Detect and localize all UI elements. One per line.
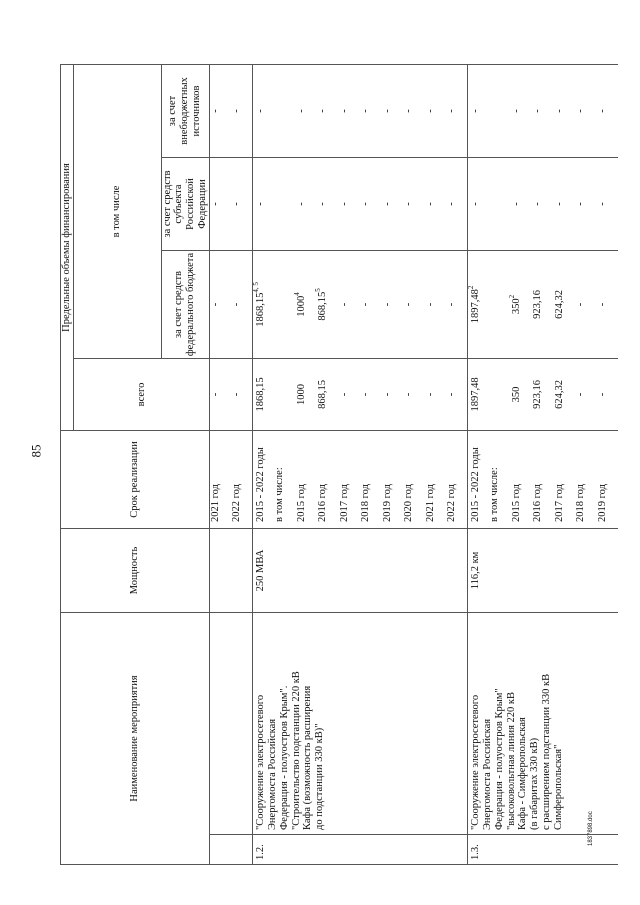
row-extra: - (382, 64, 404, 157)
row-extra: - (403, 64, 425, 157)
row-federal-text: - (575, 302, 586, 307)
row-federal-text: - (403, 302, 414, 307)
row-total: 868,15 (317, 358, 339, 430)
row-total (274, 358, 296, 430)
row-federal: - (210, 250, 232, 358)
row-total: - (425, 358, 447, 430)
row-federal (554, 250, 576, 358)
row-extra: - (446, 64, 468, 157)
financing-table (60, 64, 618, 865)
footnote-ref: 2 (507, 294, 516, 299)
row-total: 350 (511, 358, 533, 430)
row-term: 2016 год (532, 430, 554, 528)
row-federal (597, 250, 619, 358)
row-subject: - (446, 157, 468, 250)
footnote-ref: 4, 5 (252, 282, 260, 293)
row-subject: - (511, 157, 533, 250)
row-extra: - (511, 64, 533, 157)
row-total: 923,16 (532, 358, 554, 430)
item-name-line: Энергомоста Российская (266, 718, 278, 830)
item-name-line: Федерация - полуостров Крым". (278, 685, 290, 830)
row-total: 1897,48 (468, 358, 490, 430)
row-term: 2015 - 2022 годы (468, 430, 490, 528)
row-federal-text: 923,16 (532, 290, 543, 319)
row-extra: - (468, 64, 490, 157)
row-subject: - (468, 157, 490, 250)
row-term: 2020 год (403, 430, 425, 528)
row-extra: - (210, 64, 232, 157)
row-federal (425, 250, 447, 358)
item-name-line: с расширением подстанции 330 кВ (541, 673, 553, 830)
row-subject: - (403, 157, 425, 250)
row-term: 2015 - 2022 годы (253, 430, 275, 528)
row-extra: - (231, 64, 253, 157)
table-body (210, 64, 619, 864)
row-total: 624,32 (554, 358, 576, 430)
table-row (253, 64, 275, 864)
footer-filename: 1837898.doc (588, 811, 594, 846)
header-term: Срок реализации (61, 430, 210, 528)
item-name-line: "Сооружение электросетевого (470, 694, 481, 830)
row-subject: - (296, 157, 318, 250)
row-extra: - (296, 64, 318, 157)
header-including: в том числе (74, 64, 162, 358)
page-number: 85 (28, 444, 44, 458)
table-row (210, 64, 232, 864)
row-subject: - (425, 157, 447, 250)
row-extra: - (317, 64, 339, 157)
row-federal-text: - (596, 302, 608, 307)
item-name-line: "Сооружение электросетевого (255, 694, 266, 830)
item-name-line: "высоковольтная линия 220 кВ (505, 691, 517, 830)
table-row (468, 64, 490, 864)
row-term: 2018 год (575, 430, 597, 528)
item-power: 116,2 км (468, 528, 619, 612)
row-total: 1000 (296, 358, 318, 430)
row-federal (339, 250, 361, 358)
row-subject: - (554, 157, 576, 250)
row-federal (274, 250, 296, 358)
table-header (61, 64, 210, 864)
item-power (231, 528, 253, 612)
row-extra: - (339, 64, 361, 157)
row-total: - (575, 358, 597, 430)
item-name-line: Кафа - Симферопольская (517, 717, 529, 830)
row-federal (575, 250, 597, 358)
row-federal (532, 250, 554, 358)
row-federal-text: 1897,48 (470, 289, 481, 324)
row-total: - (403, 358, 425, 430)
row-term: 2017 год (554, 430, 576, 528)
header-subject: за счет средств субъекта Российской Федерации (161, 157, 209, 250)
row-subject: - (339, 157, 361, 250)
table-row (231, 64, 253, 864)
item-number (210, 835, 232, 865)
row-extra: - (360, 64, 382, 157)
row-federal-text: - (446, 302, 457, 307)
row-federal (360, 250, 382, 358)
row-extra (489, 64, 511, 157)
item-name-line: Федерация - полуостров Крым" (493, 688, 505, 830)
row-subject: - (382, 157, 404, 250)
row-federal (292, 250, 318, 358)
header-extra: за счет внебюджетных источников (161, 64, 209, 157)
row-federal-text: 1000 (295, 295, 307, 317)
row-federal (446, 250, 468, 358)
row-extra: - (554, 64, 576, 157)
row-extra: - (532, 64, 554, 157)
header-total-limits: Предельные объемы финансирования (61, 64, 74, 430)
row-federal-text: - (381, 302, 393, 307)
row-extra: - (597, 64, 619, 157)
item-name-line: "Строительство подстанции 220 кВ (290, 671, 302, 830)
row-federal: - (231, 250, 253, 358)
row-federal-text: 350 (510, 298, 522, 315)
row-subject: - (532, 157, 554, 250)
row-extra: - (425, 64, 447, 157)
item-name (468, 612, 619, 834)
row-federal (253, 250, 275, 358)
row-federal-text: 868,15 (317, 291, 328, 321)
item-name (253, 612, 468, 834)
row-term: в том числе: (489, 430, 511, 528)
item-name-line: Симферопольская" (553, 744, 565, 830)
item-name-line: (в габаритах 330 кВ) (529, 737, 541, 830)
header-federal: за счет средств федерального бюджета (161, 250, 209, 358)
rotated-page (60, 65, 620, 865)
item-name-line: Кафа (возможность расширения (302, 685, 314, 830)
row-total: 1868,15 (253, 358, 275, 430)
row-federal-text: - (338, 302, 350, 307)
row-term: 2015 год (511, 430, 533, 528)
row-federal (489, 250, 511, 358)
row-subject: - (231, 157, 253, 250)
row-total: - (446, 358, 468, 430)
item-power: 250 МВА (253, 528, 468, 612)
header-name: Наименование мероприятия (61, 612, 210, 864)
row-extra (274, 64, 296, 157)
row-term: 2018 год (360, 430, 382, 528)
row-federal-text: 1868,15 (255, 292, 266, 327)
footnote-ref: 4 (292, 292, 301, 296)
row-total: - (210, 358, 232, 430)
item-power (210, 528, 232, 612)
row-total: - (382, 358, 404, 430)
row-federal (403, 250, 425, 358)
row-subject: - (575, 157, 597, 250)
row-term: 2015 год (296, 430, 318, 528)
row-extra: - (253, 64, 275, 157)
row-subject (274, 157, 296, 250)
row-term: 2021 год (210, 430, 232, 528)
row-subject: - (317, 157, 339, 250)
row-total (489, 358, 511, 430)
row-total: - (360, 358, 382, 430)
row-total: - (339, 358, 361, 430)
row-term: 2022 год (446, 430, 468, 528)
row-total: - (597, 358, 619, 430)
row-federal (314, 250, 339, 358)
row-federal-text: - (360, 302, 371, 307)
item-name (210, 612, 232, 834)
row-term: 2017 год (339, 430, 361, 528)
row-subject (489, 157, 511, 250)
row-subject: - (210, 157, 232, 250)
row-federal-text: - (424, 302, 436, 307)
row-federal (468, 250, 490, 358)
row-federal-text: 624,32 (553, 290, 565, 319)
row-subject: - (597, 157, 619, 250)
row-term: 2019 год (382, 430, 404, 528)
row-term: 2019 год (597, 430, 619, 528)
footnote-ref: 5 (314, 288, 322, 292)
row-federal (507, 250, 533, 358)
item-number: 1.3. (468, 835, 619, 865)
item-name (231, 612, 253, 834)
header-power: Мощность (61, 528, 210, 612)
row-term: 2021 год (425, 430, 447, 528)
row-subject: - (253, 157, 275, 250)
row-term: 2016 год (317, 430, 339, 528)
row-term: 2022 год (231, 430, 253, 528)
row-subject: - (360, 157, 382, 250)
row-extra: - (575, 64, 597, 157)
item-name-line: до подстанции 330 кВ)" (314, 723, 326, 830)
item-name-line: Энергомоста Российская (481, 718, 493, 830)
item-number: 1.2. (253, 835, 468, 865)
row-term: в том числе: (274, 430, 296, 528)
footnote-ref: 2 (467, 285, 475, 290)
row-federal (382, 250, 404, 358)
row-total: - (231, 358, 253, 430)
header-total: всего (74, 358, 210, 430)
item-number (231, 835, 253, 865)
